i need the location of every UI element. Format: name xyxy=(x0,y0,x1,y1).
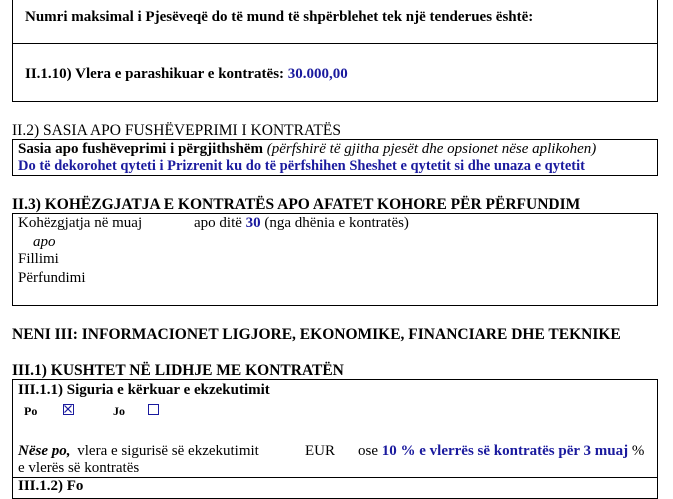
duration-days-prefix: apo ditë xyxy=(194,215,242,231)
check-x-icon xyxy=(64,405,72,413)
estimated-value-row xyxy=(25,66,348,83)
guarantee-line2: e vlerës së kontratës xyxy=(18,460,140,476)
guarantee-percent: 10 % e vlerrës së kontratës për 3 muaj xyxy=(381,443,629,459)
duration-apo: apo xyxy=(33,234,56,250)
duration-months-label: Kohëzgjatja në muaj xyxy=(18,215,143,231)
yes-checkbox[interactable] xyxy=(63,404,74,415)
guarantee-percent-row xyxy=(358,443,644,460)
max-lots-text: Numri maksimal i Pjesëveqë do të mund të shpërblehet tek një tenderues është: xyxy=(25,9,534,25)
next-section-divider xyxy=(12,477,658,478)
scope-label-row xyxy=(18,141,596,158)
scope-note: (përfshirë të gjitha pjesët dhe opsionet nëse aplikohen) xyxy=(266,141,597,157)
section-3-1-heading: III.1) KUSHTET NË LIDHJE ME KONTRATËN xyxy=(12,362,344,379)
security-subheading: III.1.1) Siguria e kërkuar e ekzekutimit xyxy=(18,382,270,398)
section-2-3-heading: II.3) KOHËZGJATJA E KONTRATËS APO AFATET KOHORE PËR PËRFUNDIM xyxy=(12,196,581,213)
percent-suffix: % xyxy=(631,443,645,459)
scope-content: Do të dekorohet qyteti i Prizrenit ku do të përfshihen Sheshet e qytetit si dhe unaza e qytetit xyxy=(18,158,585,174)
duration-days-value: 30 xyxy=(245,215,261,231)
duration-end-label: Përfundimi xyxy=(18,270,86,286)
no-checkbox[interactable] xyxy=(148,404,159,415)
guarantee-text: vlera e sigurisë së ekzekutimit xyxy=(77,443,259,459)
guarantee-currency: EUR xyxy=(305,443,335,459)
estimated-value-label: II.1.10) Vlera e parashikuar e kontratës: xyxy=(25,66,285,82)
next-section-heading-partial: III.1.2) Fo xyxy=(18,478,84,494)
duration-start-label: Fillimi xyxy=(18,251,59,267)
estimated-value-amount: 30.000,00 xyxy=(287,66,348,82)
yes-label: Po xyxy=(24,404,38,418)
if-yes-label: Nëse po, xyxy=(18,443,71,459)
article-3-heading: NENI III: INFORMACIONET LIGJORE, EKONOMIKE, FINANCIARE DHE TEKNIKE xyxy=(12,326,621,343)
no-label: Jo xyxy=(113,404,125,418)
guarantee-row xyxy=(18,443,259,460)
scope-label: Sasia apo fushëveprimi i përgjithshëm xyxy=(18,141,264,157)
duration-days-suffix: (nga dhënia e kontratës) xyxy=(264,215,409,231)
section-2-2-heading: II.2) SASIA APO FUSHËVEPRIMI I KONTRATËS xyxy=(12,122,341,139)
duration-days-row xyxy=(194,215,409,232)
or-text: ose xyxy=(358,443,378,459)
